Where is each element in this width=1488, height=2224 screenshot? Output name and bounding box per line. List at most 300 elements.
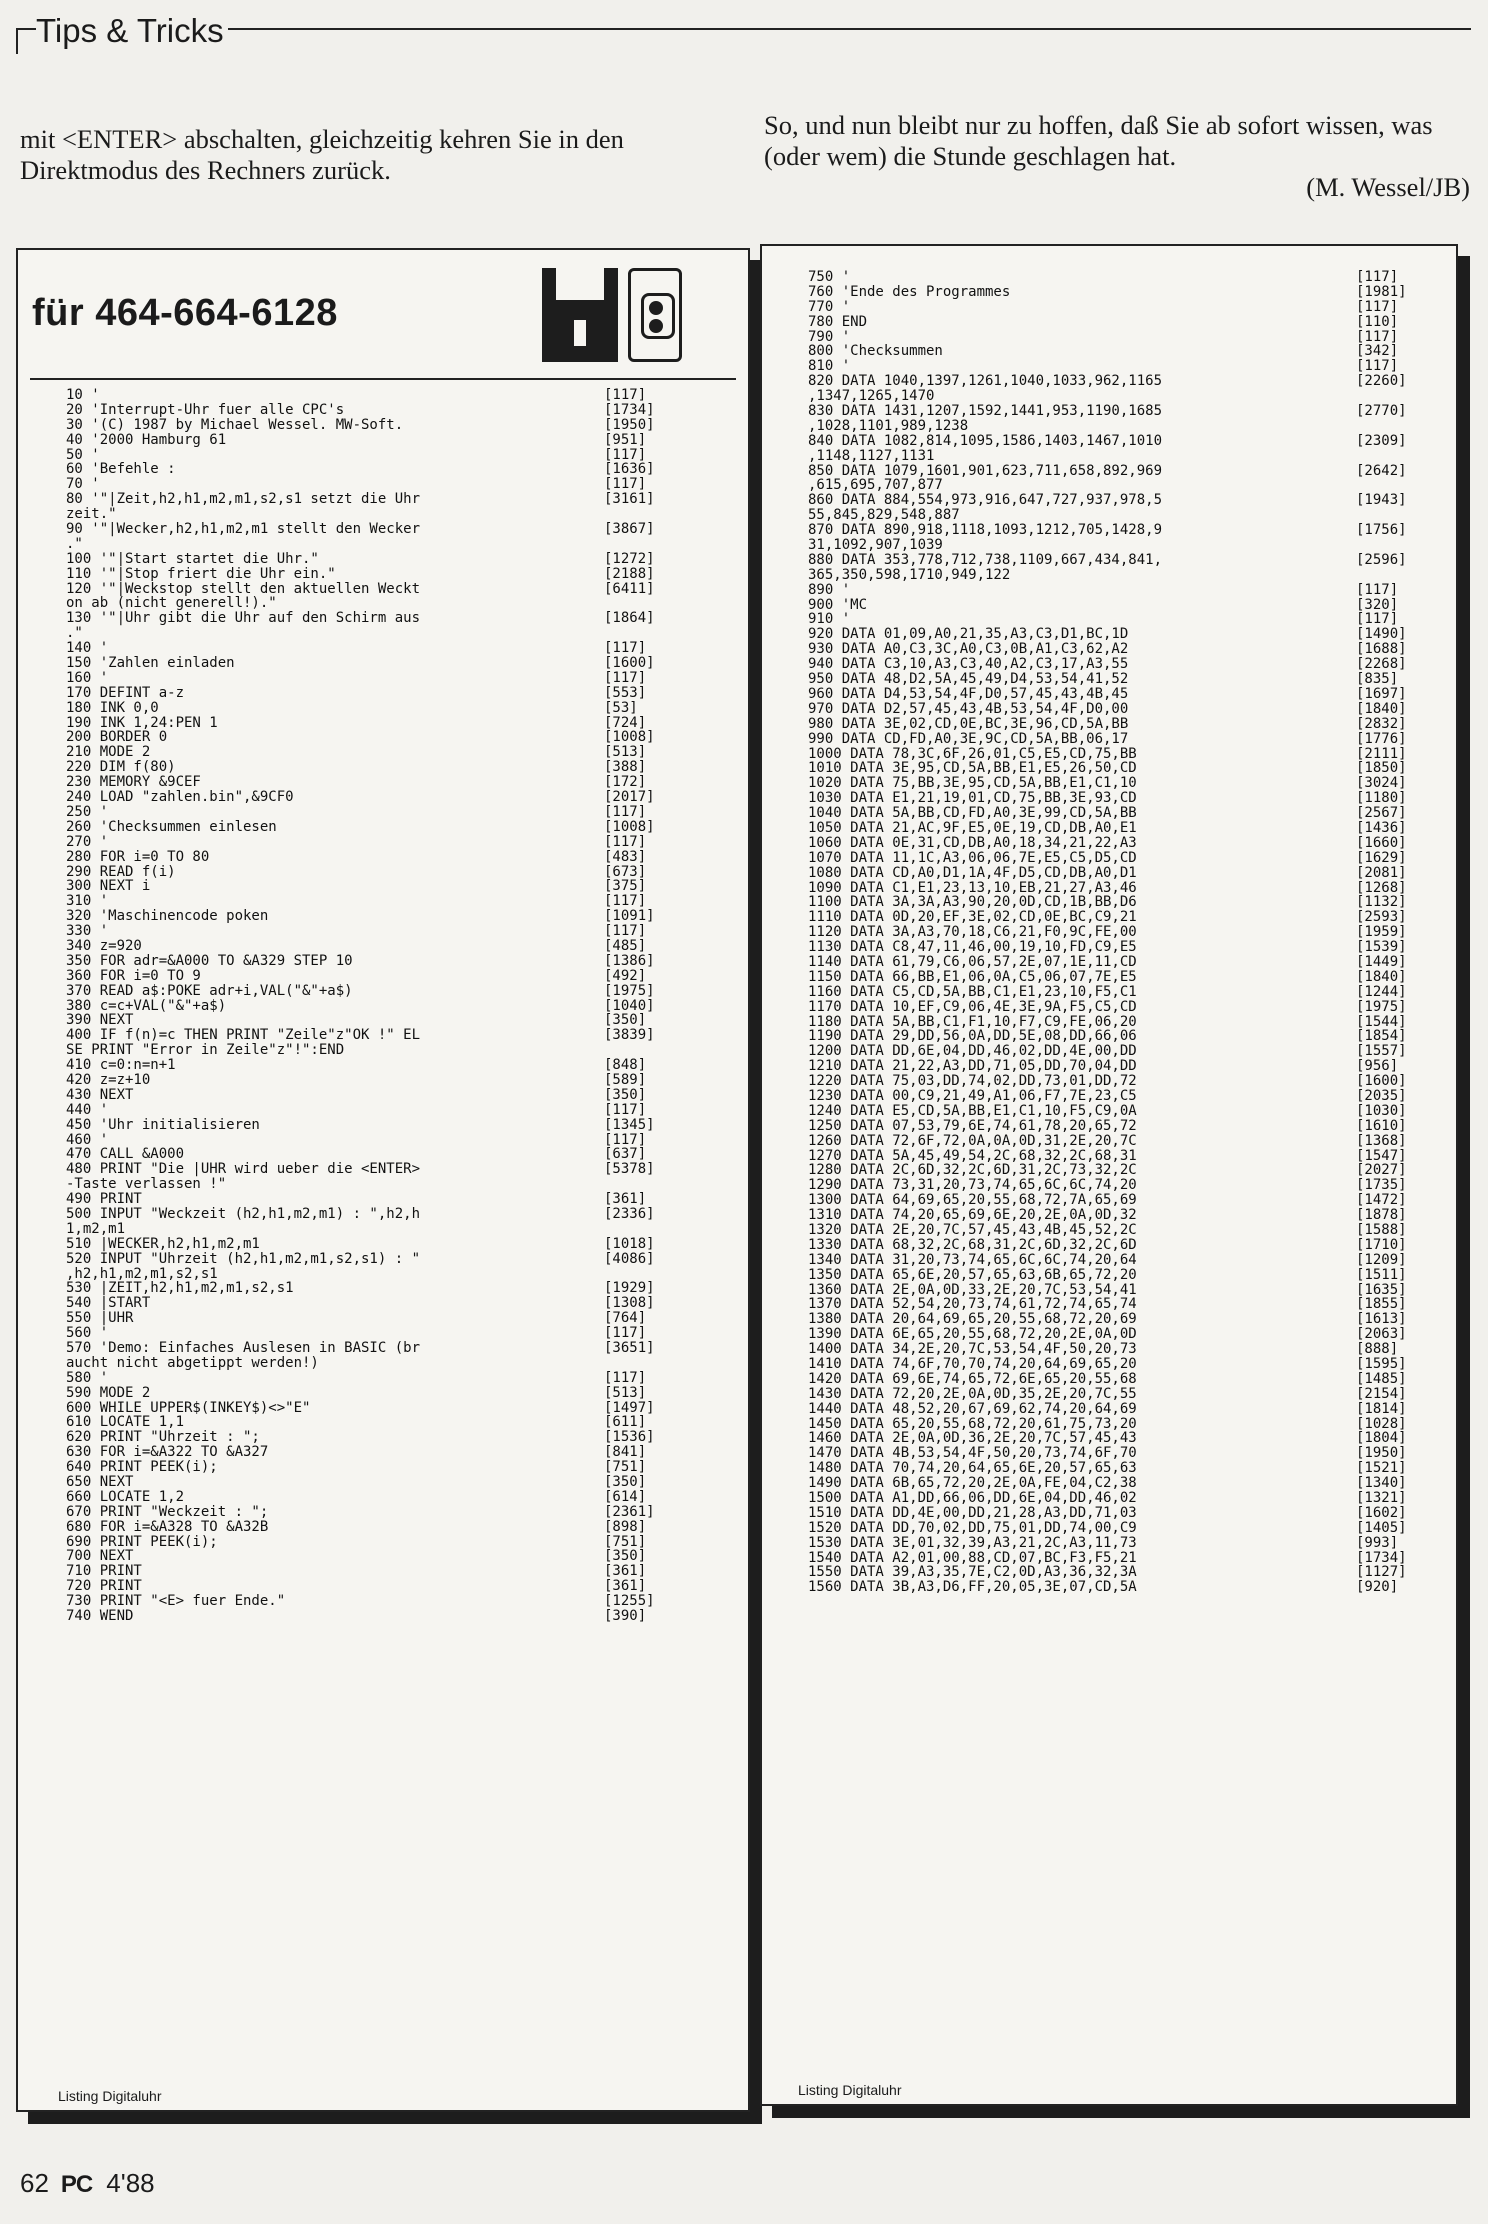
- code-text: 440 ': [66, 1101, 109, 1118]
- code-line: [808, 508, 1428, 523]
- checksum: [1814]: [1356, 1400, 1407, 1417]
- code-text: 1540 DATA A2,01,00,88,CD,07,BC,F3,F5,21: [808, 1549, 1137, 1566]
- code-text: 1130 DATA C8,47,11,46,00,19,10,FD,C9,E5: [808, 939, 1137, 956]
- code-text: 750 ': [808, 269, 851, 285]
- code-text: 1340 DATA 31,20,73,74,65,6C,6C,74,20,64: [808, 1251, 1137, 1268]
- checksum: [637]: [604, 1146, 647, 1163]
- listing-box-header: [18, 250, 748, 388]
- code-line: [66, 745, 686, 760]
- checksum: [53]: [604, 699, 638, 716]
- listing-caption-right: Listing Digitaluhr: [798, 2082, 902, 2098]
- checksum: [1660]: [1356, 834, 1407, 851]
- code-line: [66, 1371, 686, 1386]
- checksum: [1588]: [1356, 1222, 1407, 1238]
- code-text: on ab (nicht generell!).": [66, 595, 277, 612]
- code-text: 990 DATA CD,FD,A0,3E,9C,CD,5A,BB,06,17: [808, 730, 1129, 747]
- code-line: [66, 1207, 686, 1222]
- checksum: [117]: [604, 1325, 647, 1342]
- checksum: [841]: [604, 1444, 647, 1461]
- checksum: [117]: [604, 1369, 647, 1386]
- code-line: [66, 1311, 686, 1326]
- checksum: [1436]: [1356, 819, 1407, 836]
- checksum: [117]: [1356, 358, 1399, 375]
- checksum: [3867]: [604, 521, 655, 538]
- code-line: [808, 1580, 1428, 1595]
- code-text: 1360 DATA 2E,0A,0D,33,2E,20,7C,53,54,41: [808, 1281, 1137, 1298]
- checksum: [611]: [604, 1414, 647, 1431]
- code-line: [808, 1015, 1428, 1030]
- code-line: [66, 477, 686, 492]
- code-text: 570 'Demo: Einfaches Auslesen in BASIC (br: [66, 1340, 421, 1356]
- code-text: 450 'Uhr initialisieren: [66, 1116, 260, 1133]
- checksum: [951]: [604, 431, 647, 448]
- code-text: 20 'Interrupt-Uhr fuer alle CPC's: [66, 401, 345, 418]
- code-text: 150 'Zahlen einladen: [66, 655, 235, 672]
- code-text: 710 PRINT: [66, 1563, 142, 1580]
- code-line: [66, 1192, 686, 1207]
- code-text: 850 DATA 1079,1601,901,623,711,658,892,969: [808, 462, 1163, 479]
- code-text: 400 IF f(n)=c THEN PRINT "Zeile"z"OK !" EL: [66, 1027, 421, 1044]
- code-text: 1230 DATA 00,C9,21,49,A1,06,F7,7E,23,C5: [808, 1087, 1137, 1104]
- checksum: [1008]: [604, 818, 655, 835]
- code-line: [66, 1252, 686, 1267]
- code-text: 1560 DATA 3B,A3,D6,FF,20,05,3E,07,CD,5A: [808, 1579, 1137, 1596]
- code-text: 870 DATA 890,918,1118,1093,1212,705,1428,9: [808, 522, 1163, 539]
- code-line: [66, 1028, 686, 1043]
- code-text: 800 'Checksummen: [808, 343, 943, 360]
- code-text: 670 PRINT "Weckzeit : ";: [66, 1503, 269, 1520]
- code-text: 740 WEND: [66, 1608, 134, 1625]
- code-line: [66, 1490, 686, 1505]
- code-line: [808, 1551, 1428, 1566]
- code-line: [808, 1134, 1428, 1149]
- checksum: [673]: [604, 863, 647, 880]
- code-text: 660 LOCATE 1,2: [66, 1488, 185, 1505]
- checksum: [1734]: [604, 401, 655, 418]
- checksum: [6411]: [604, 580, 655, 597]
- checksum: [117]: [1356, 328, 1399, 345]
- code-text: 1080 DATA CD,A0,D1,1A,4F,D5,CD,DB,A0,D1: [808, 864, 1137, 881]
- code-text: 1270 DATA 5A,45,49,54,2C,68,32,2C,68,31: [808, 1147, 1137, 1164]
- code-line: [66, 894, 686, 909]
- checksum: [1855]: [1356, 1296, 1407, 1313]
- code-text: 610 LOCATE 1,1: [66, 1414, 185, 1431]
- checksum: [1636]: [604, 461, 655, 478]
- code-text: 960 DATA D4,53,54,4F,D0,57,45,43,4B,45: [808, 685, 1129, 702]
- code-text: 60 'Befehle :: [66, 461, 176, 478]
- code-text: 510 |WECKER,h2,h1,m2,m1: [66, 1235, 260, 1252]
- code-text: 90 '"|Wecker,h2,h1,m2,m1 stellt den Wecker: [66, 521, 421, 538]
- code-line: [808, 1461, 1428, 1476]
- checksum: [1602]: [1356, 1504, 1407, 1521]
- code-text: 860 DATA 884,554,973,916,647,727,937,978,5: [808, 492, 1163, 509]
- checksum: [117]: [604, 923, 647, 940]
- code-text: 1010 DATA 3E,95,CD,5A,BB,E1,E5,26,50,CD: [808, 760, 1137, 777]
- checksum: [117]: [1356, 269, 1399, 285]
- code-text: 1260 DATA 72,6F,72,0A,0A,0D,31,2E,20,7C: [808, 1132, 1137, 1149]
- code-line: [66, 1460, 686, 1475]
- code-line: [808, 1327, 1428, 1342]
- code-line: [808, 330, 1428, 345]
- code-line: [66, 1118, 686, 1133]
- checksum: [589]: [604, 1071, 647, 1088]
- code-line: [66, 1445, 686, 1460]
- code-text: 1160 DATA C5,CD,5A,BB,C1,E1,23,10,F5,C1: [808, 983, 1137, 1000]
- code-line: [808, 776, 1428, 791]
- checksum: [1929]: [604, 1280, 655, 1297]
- code-line: [66, 1535, 686, 1550]
- code-line: [808, 478, 1428, 493]
- code-line: [808, 642, 1428, 657]
- checksum: [1030]: [1356, 1102, 1407, 1119]
- intro-left-text: mit <ENTER> abschalten, gleichzeitig kehren Sie in den Direktmodus des Rechners zurück.: [20, 124, 624, 185]
- checksum: [1975]: [604, 982, 655, 999]
- code-text: 700 NEXT: [66, 1548, 134, 1565]
- checksum: [2642]: [1356, 462, 1407, 479]
- code-text: 560 ': [66, 1325, 109, 1342]
- code-line: [66, 716, 686, 731]
- checksum: [1091]: [604, 908, 655, 925]
- checksum: [1635]: [1356, 1281, 1407, 1298]
- checksum: [2309]: [1356, 432, 1407, 449]
- code-line: [66, 1281, 686, 1296]
- code-line: [808, 1178, 1428, 1193]
- checksum: [2111]: [1356, 745, 1407, 762]
- code-text: 1020 DATA 75,BB,3E,95,CD,5A,BB,E1,C1,10: [808, 775, 1137, 792]
- code-line: [66, 865, 686, 880]
- code-text: 1370 DATA 52,54,20,73,74,61,72,74,65,74: [808, 1296, 1137, 1313]
- code-text: 1290 DATA 73,31,20,73,74,65,6C,6C,74,20: [808, 1177, 1137, 1194]
- code-text: 1250 DATA 07,53,79,6E,74,61,78,20,65,72: [808, 1117, 1137, 1134]
- code-line: [808, 1506, 1428, 1521]
- checksum: [1127]: [1356, 1564, 1407, 1581]
- code-line: [808, 687, 1428, 702]
- checksum: [1547]: [1356, 1147, 1407, 1164]
- code-text: 590 MODE 2: [66, 1384, 151, 1401]
- code-line: [66, 1415, 686, 1430]
- code-line: [66, 448, 686, 463]
- checksum: [1255]: [604, 1593, 655, 1610]
- checksum: [2770]: [1356, 403, 1407, 420]
- code-text: ,1347,1265,1470: [808, 388, 935, 405]
- code-text: 720 PRINT: [66, 1578, 142, 1595]
- code-text: 580 ': [66, 1369, 109, 1386]
- checksum: [3651]: [604, 1340, 655, 1356]
- code-line: [66, 492, 686, 507]
- code-line: [808, 747, 1428, 762]
- code-text: 550 |UHR: [66, 1310, 134, 1327]
- code-line: [66, 1520, 686, 1535]
- checksum: [848]: [604, 1057, 647, 1074]
- code-text: 130 '"|Uhr gibt die Uhr auf den Schirm aus: [66, 610, 421, 627]
- checksum: [993]: [1356, 1534, 1399, 1551]
- checksum: [390]: [604, 1608, 647, 1625]
- code-text: 260 'Checksummen einlesen: [66, 818, 277, 835]
- code-text: 1170 DATA 10,EF,C9,06,4E,3E,9A,F5,C5,CD: [808, 998, 1137, 1015]
- code-text: 1320 DATA 2E,20,7C,57,45,43,4B,45,52,2C: [808, 1222, 1137, 1238]
- code-text: 520 INPUT "Uhrzeit (h2,h1,m2,m1,s2,s1) : ": [66, 1250, 421, 1267]
- checksum: [956]: [1356, 1058, 1399, 1075]
- header-rule-left: [16, 28, 18, 54]
- checksum: [2268]: [1356, 656, 1407, 673]
- code-text: 1420 DATA 69,6E,74,65,72,6E,65,20,55,68: [808, 1370, 1137, 1387]
- code-line: [66, 433, 686, 448]
- basic-listing-left: [66, 388, 686, 1624]
- code-line: [808, 1044, 1428, 1059]
- code-line: [808, 1387, 1428, 1402]
- checksum: [1734]: [1356, 1549, 1407, 1566]
- code-text: 460 ': [66, 1131, 109, 1148]
- floppy-disk-icon: [542, 268, 618, 362]
- checksum: [1449]: [1356, 953, 1407, 970]
- checksum: [2027]: [1356, 1162, 1407, 1179]
- code-line: [66, 835, 686, 850]
- code-line: [66, 582, 686, 597]
- checksum: [117]: [1356, 611, 1399, 628]
- checksum: [492]: [604, 967, 647, 984]
- code-text: 140 ': [66, 640, 109, 657]
- issue-date: 4'88: [106, 2168, 155, 2198]
- code-text: 1350 DATA 65,6E,20,57,65,63,6B,65,72,20: [808, 1266, 1137, 1283]
- code-line: [808, 493, 1428, 508]
- code-line: [808, 1357, 1428, 1372]
- checksum: [1840]: [1356, 968, 1407, 985]
- code-text: 40 '2000 Hamburg 61: [66, 431, 227, 448]
- code-line: [66, 626, 686, 641]
- code-line: [66, 552, 686, 567]
- code-line: [808, 389, 1428, 404]
- checksum: [1854]: [1356, 1028, 1407, 1045]
- checksum: [1710]: [1356, 1236, 1407, 1253]
- checksum: [513]: [604, 1384, 647, 1401]
- code-text: 1040 DATA 5A,BB,CD,FD,A0,3E,99,CD,5A,BB: [808, 805, 1137, 822]
- checksum: [751]: [604, 1533, 647, 1550]
- code-text: 31,1092,907,1039: [808, 537, 943, 554]
- code-line: [808, 315, 1428, 330]
- code-text: 790 ': [808, 328, 851, 345]
- checksum: [483]: [604, 848, 647, 865]
- code-text: 10 ': [66, 387, 100, 403]
- code-text: aucht nicht abgetippt werden!): [66, 1354, 319, 1371]
- code-line: [808, 1521, 1428, 1536]
- code-line: [808, 821, 1428, 836]
- author-credit: (M. Wessel/JB): [1306, 172, 1470, 202]
- code-text: 1180 DATA 5A,BB,C1,F1,10,F7,C9,FE,06,20: [808, 1013, 1137, 1030]
- code-text: 370 READ a$:POKE adr+i,VAL("&"+a$): [66, 982, 353, 999]
- code-line: [66, 1058, 686, 1073]
- code-line: [66, 790, 686, 805]
- checksum: [2017]: [604, 789, 655, 806]
- code-text: 920 DATA 01,09,A0,21,35,A3,C3,D1,BC,1D: [808, 626, 1129, 643]
- code-text: 620 PRINT "Uhrzeit : ";: [66, 1429, 260, 1446]
- code-line: [808, 1312, 1428, 1327]
- code-line: [66, 1237, 686, 1252]
- code-line: [808, 895, 1428, 910]
- intro-right-text: So, und nun bleibt nur zu hoffen, daß Sie ab sofort wissen, was (oder wem) die Stunde geschlagen hat.: [764, 110, 1433, 171]
- checksum: [1557]: [1356, 1043, 1407, 1060]
- page-footer: [20, 2168, 155, 2199]
- code-line: [66, 641, 686, 656]
- code-line: [808, 761, 1428, 776]
- code-text: 1490 DATA 6B,65,72,20,2E,0A,FE,04,C2,38: [808, 1475, 1137, 1492]
- code-line: [808, 1149, 1428, 1164]
- header-divider: [30, 378, 736, 380]
- code-line: [808, 1297, 1428, 1312]
- checksum: [117]: [604, 640, 647, 657]
- checksum: [1804]: [1356, 1430, 1407, 1447]
- code-text: 1500 DATA A1,DD,66,06,DD,6E,04,DD,46,02: [808, 1490, 1137, 1507]
- code-text: 940 DATA C3,10,A3,C3,40,A2,C3,17,A3,55: [808, 656, 1129, 673]
- code-text: 1380 DATA 20,64,69,65,20,55,68,72,20,69: [808, 1311, 1137, 1328]
- checksum: [117]: [604, 387, 647, 403]
- code-line: [66, 820, 686, 835]
- checksum: [835]: [1356, 671, 1399, 688]
- code-text: 1550 DATA 39,A3,35,7E,C2,0D,A3,36,32,3A: [808, 1564, 1137, 1581]
- checksum: [2361]: [604, 1503, 655, 1520]
- code-line: [808, 702, 1428, 717]
- code-text: SE PRINT "Error in Zeile"z"!":END: [66, 1042, 345, 1059]
- checksum: [2188]: [604, 565, 655, 582]
- header-rule: [16, 28, 1471, 30]
- code-text: 930 DATA A0,C3,3C,A0,C3,0B,A1,C3,62,A2: [808, 641, 1129, 658]
- listing-caption-left: Listing Digitaluhr: [58, 2088, 162, 2104]
- checksum: [117]: [1356, 298, 1399, 315]
- checksum: [1321]: [1356, 1490, 1407, 1507]
- checksum: [1595]: [1356, 1356, 1407, 1373]
- checksum: [1132]: [1356, 894, 1407, 911]
- code-line: [66, 1356, 686, 1371]
- code-line: [808, 1417, 1428, 1432]
- code-line: [808, 1193, 1428, 1208]
- code-text: 160 ': [66, 669, 109, 686]
- checksum: [117]: [604, 476, 647, 493]
- code-line: [808, 419, 1428, 434]
- checksum: [350]: [604, 1474, 647, 1491]
- checksum: [553]: [604, 684, 647, 701]
- code-line: [66, 388, 686, 403]
- code-text: 650 NEXT: [66, 1474, 134, 1491]
- code-text: 1530 DATA 3E,01,32,39,A3,21,2C,A3,11,73: [808, 1534, 1137, 1551]
- checksum: [920]: [1356, 1579, 1399, 1596]
- checksum: [1209]: [1356, 1251, 1407, 1268]
- code-line: [808, 866, 1428, 881]
- code-line: [808, 1223, 1428, 1238]
- code-line: [808, 270, 1428, 285]
- code-line: [808, 1268, 1428, 1283]
- checksum: [2081]: [1356, 864, 1407, 881]
- code-line: [66, 1073, 686, 1088]
- checksum: [2336]: [604, 1205, 655, 1222]
- code-text: 1110 DATA 0D,20,EF,3E,02,CD,0E,BC,C9,21: [808, 909, 1137, 926]
- checksum: [513]: [604, 744, 647, 761]
- checksum: [1544]: [1356, 1013, 1407, 1030]
- code-text: 1050 DATA 21,AC,9F,E5,0E,19,CD,DB,A0,E1: [808, 819, 1137, 836]
- code-text: 530 |ZEIT,h2,h1,m2,m1,s2,s1: [66, 1280, 294, 1297]
- code-line: [66, 522, 686, 537]
- checksum: [1386]: [604, 952, 655, 969]
- listing-box-left: [16, 248, 750, 2112]
- section-title: Tips & Tricks: [36, 14, 228, 48]
- code-text: 120 '"|Weckstop stellt den aktuellen Weckt: [66, 580, 421, 597]
- checksum: [1272]: [604, 550, 655, 567]
- code-line: [808, 910, 1428, 925]
- code-text: 1240 DATA E5,CD,5A,BB,E1,C1,10,F5,C9,0A: [808, 1102, 1137, 1119]
- code-line: [66, 671, 686, 686]
- code-text: 1400 DATA 34,2E,20,7C,53,54,4F,50,20,73: [808, 1341, 1137, 1358]
- code-text: 470 CALL &A000: [66, 1146, 185, 1163]
- code-line: [66, 403, 686, 418]
- code-line: [808, 612, 1428, 627]
- code-text: 1190 DATA 29,DD,56,0A,DD,5E,08,DD,66,06: [808, 1028, 1137, 1045]
- code-text: 1100 DATA 3A,3A,A3,90,20,0D,CD,1B,BB,D6: [808, 894, 1137, 911]
- intro-right: [764, 110, 1470, 203]
- checksum: [110]: [1356, 313, 1399, 330]
- code-line: [66, 1326, 686, 1341]
- code-line: [66, 1386, 686, 1401]
- code-line: [808, 1163, 1428, 1178]
- code-text: 830 DATA 1431,1207,1592,1441,953,1190,1685: [808, 403, 1163, 420]
- checksum: [388]: [604, 759, 647, 776]
- code-line: [66, 909, 686, 924]
- code-line: [808, 985, 1428, 1000]
- code-line: [808, 538, 1428, 553]
- code-text: 900 'MC: [808, 596, 868, 613]
- code-line: [808, 627, 1428, 642]
- checksum: [117]: [604, 669, 647, 686]
- code-text: 1300 DATA 64,69,65,20,55,68,72,7A,65,69: [808, 1192, 1137, 1209]
- checksum: [3024]: [1356, 775, 1407, 792]
- checksum: [350]: [604, 1012, 647, 1029]
- code-line: [808, 1342, 1428, 1357]
- checksum: [1485]: [1356, 1370, 1407, 1387]
- code-line: [66, 1430, 686, 1445]
- code-text: 1090 DATA C1,E1,23,13,10,EB,21,27,A3,46: [808, 879, 1137, 896]
- checksum: [1345]: [604, 1116, 655, 1133]
- checksum: [320]: [1356, 596, 1399, 613]
- code-line: [66, 850, 686, 865]
- code-text: 950 DATA 48,D2,5A,45,49,D4,53,54,41,52: [808, 671, 1129, 688]
- checksum: [1521]: [1356, 1460, 1407, 1477]
- checksum: [1008]: [604, 729, 655, 746]
- code-text: ,615,695,707,877: [808, 477, 943, 494]
- code-line: [66, 1594, 686, 1609]
- code-line: [66, 656, 686, 671]
- code-line: [66, 954, 686, 969]
- checksum: [3839]: [604, 1027, 655, 1044]
- checksum: [2260]: [1356, 373, 1407, 390]
- checksum: [1975]: [1356, 998, 1407, 1015]
- code-line: [66, 879, 686, 894]
- code-line: [808, 1536, 1428, 1551]
- code-text: 1030 DATA E1,21,19,01,CD,75,BB,3E,93,CD: [808, 790, 1137, 807]
- code-text: 360 FOR i=0 TO 9: [66, 967, 201, 984]
- checksum: [1536]: [604, 1429, 655, 1446]
- code-line: [808, 374, 1428, 389]
- code-text: 1310 DATA 74,20,65,69,6E,20,2E,0A,0D,32: [808, 1207, 1137, 1224]
- code-text: 600 WHILE UPPER$(INKEY$)<>"E": [66, 1399, 311, 1416]
- code-text: 1480 DATA 70,74,20,64,65,6E,20,57,65,63: [808, 1460, 1137, 1477]
- code-line: [808, 344, 1428, 359]
- checksum: [1600]: [1356, 1073, 1407, 1090]
- code-text: 1070 DATA 11,1C,A3,06,06,7E,E5,C5,D5,CD: [808, 849, 1137, 866]
- code-line: [808, 1029, 1428, 1044]
- code-line: [66, 418, 686, 433]
- checksum: [1688]: [1356, 641, 1407, 658]
- code-text: 1060 DATA 0E,31,CD,DB,A0,18,34,21,22,A3: [808, 834, 1137, 851]
- code-text: 1140 DATA 61,79,C6,06,57,2E,07,1E,11,CD: [808, 953, 1137, 970]
- code-text: 760 'Ende des Programmes: [808, 283, 1011, 300]
- code-line: [66, 1177, 686, 1192]
